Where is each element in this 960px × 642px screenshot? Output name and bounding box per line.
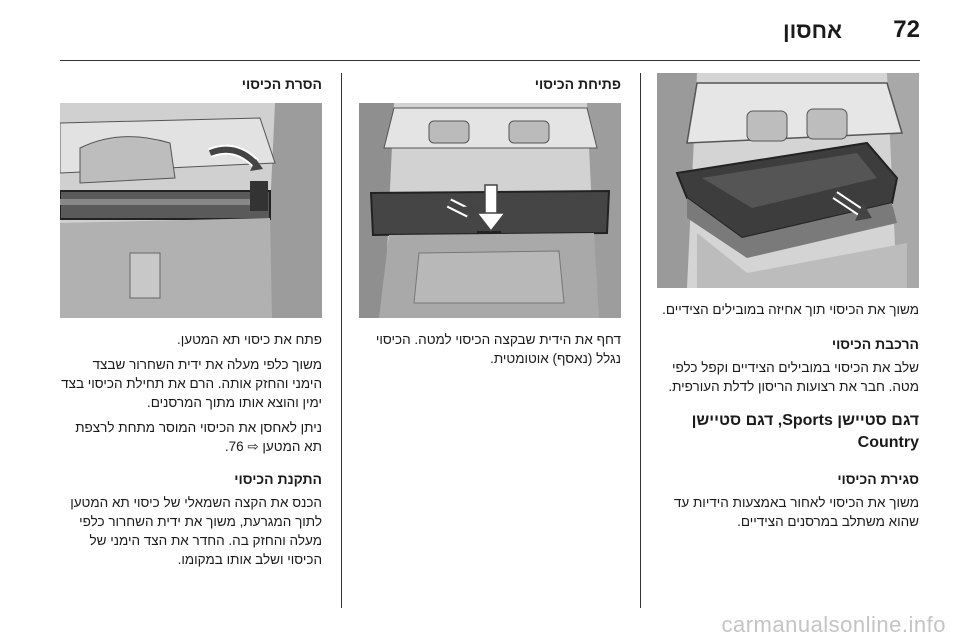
column-right: [657, 73, 919, 531]
column-divider-right: [640, 73, 641, 608]
heading-install-cover: הרכבת הכיסוי: [831, 336, 919, 352]
cargo-cover-illustration: [657, 73, 919, 288]
page-number: 72: [893, 16, 920, 43]
remove-cover-illustration: [60, 103, 322, 318]
paragraph-store-cover: ניתן לאחסן את הכיסוי המוסר מתחת לרצפת תא המטען ⇨ 76.: [75, 420, 322, 454]
paragraph-release-handle: משוך כלפי מעלה את ידית השחרור שבצד הימני והחזק אותה. הרם את תחילת הכיסוי בצד ימין והוצא אותו מתוך המרסנים.: [61, 357, 322, 410]
paragraph-open-cover: דחף את הידית שבקצה הכיסוי למטה. הכיסוי נגלל (נאסף) אוטומטית.: [375, 332, 621, 366]
figure-remove-cover: [60, 103, 322, 318]
paragraph-mount-cover: הכנס את הקצה השמאלי של כיסוי תא המטען לתוך המגרעת, משוך את ידית השחרור כלפי מעלה והחזק בה. החדר את הצד הימני של הכיסוי ושלב אותו במקומו.: [70, 495, 322, 567]
figure-cover-pull: [657, 73, 919, 288]
figure-open-cover: [359, 103, 621, 318]
page-header: [60, 14, 920, 48]
column-divider-left: [341, 73, 342, 608]
paragraph-close-cover: משוך את הכיסוי לאחור באמצעות הידיות עד שהוא משתלב במרסנים הצידיים.: [673, 495, 919, 529]
watermark-text: carmanualsonline.info: [721, 612, 946, 637]
heading-mount-cover: התקנת הכיסוי: [234, 471, 322, 487]
heading-close-cover: סגירת הכיסוי: [837, 471, 919, 487]
column-left: [60, 73, 322, 569]
caption-open-cover: פתיחת הכיסוי: [534, 76, 621, 92]
heading-sports-country: דגם סטיישן Sports, דגם סטיישן Country: [691, 412, 919, 451]
column-middle: [359, 73, 621, 368]
paragraph-open-trunk: פתח את כיסוי תא המטען.: [176, 332, 322, 347]
chapter-title: אחסון: [782, 18, 842, 43]
open-cover-illustration: [359, 103, 621, 318]
header-rule: [60, 60, 920, 61]
paragraph-pull-cover: משוך את הכיסוי תוך אחיזה במובילים הצידיים.: [662, 302, 919, 317]
caption-remove-cover: הסרת הכיסוי: [241, 76, 322, 92]
paragraph-install-cover: שלב את הכיסוי במובילים הצידיים וקפל כלפי מטה. חבר את רצועות הריסון לדלת העורפית.: [668, 360, 919, 394]
